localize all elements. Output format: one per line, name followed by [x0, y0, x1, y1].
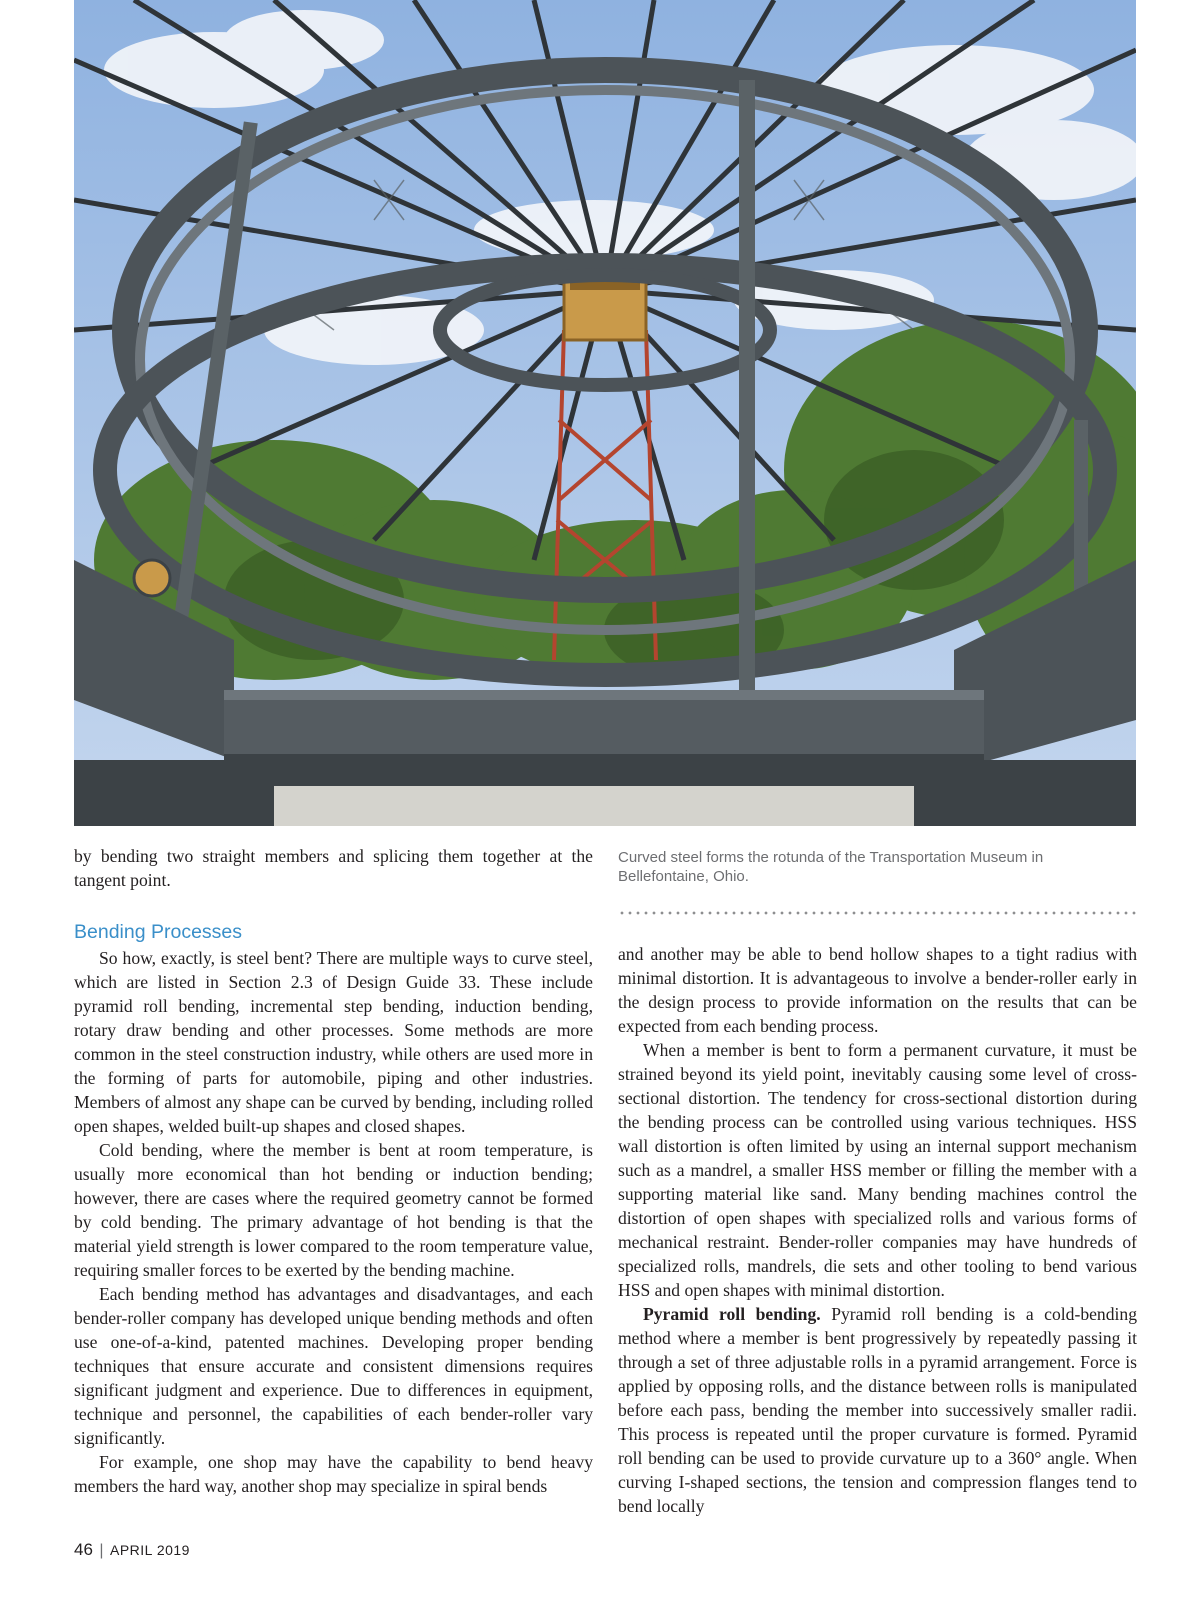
body-paragraph: When a member is bent to form a permanent curvature, it must be strained beyond its yield point, inevitably causing some level of cross-sectional distortion. The tendency for cross-sectional distortion during the bending process can be controlled using various techniques. HSS wall distortion is often limited by using an internal support mechanism such as a mandrel, a smaller HSS member or filling the member with a supporting material like sand. Many bending machines control the distortion of open shapes with specialized rolls and various forms of mechanical restraint. Bender-roller companies may have hundreds of specialized rolls, mandrels, die sets and other tooling to bend various HSS and open shapes with minimal distortion.: [618, 1040, 1137, 1300]
body-paragraph: Each bending method has advantages and disadvantages, and each bender-roller company has developed unique bending methods and often use one-of-a-kind, patented machines. Developing proper bending techniques that ensure accurate and consistent dimensions requires significant judgment and experience. Due to differences in equipment, technique and personnel, the capabilities of each bender-roller vary significantly.: [74, 1284, 593, 1448]
pyramid-text: Pyramid roll bending is a cold-bending method where a member is bent progressively by repeatedly passing it through a set of three adjustable rolls in a pyramid arrangement. Force is applied by opposing rolls, and the distance between rolls is manipulated before each pass, bending the member into successively smaller radii. This process is repeated until the proper curvature is formed. Pyramid roll bending can be used to provide curvature up to a 360° angle. When curving I-shaped sections, the tension and compression flanges tend to bend locally: [618, 1304, 1137, 1516]
pyramid-paragraph: [618, 1302, 1137, 1518]
body-paragraph: For example, one shop may have the capability to bend heavy members the hard way, another shop may specialize in spiral bends: [74, 1452, 593, 1496]
page-footer: [74, 1540, 190, 1560]
run-in-heading: Pyramid roll bending.: [643, 1304, 821, 1324]
continued-paragraph: and another may be able to bend hollow shapes to a tight radius with minimal distortion. It is advantageous to involve a bender-roller early in the design process to provide information on the results that can be expected from each bending process.: [618, 944, 1137, 1036]
dotted-divider: [618, 911, 1136, 915]
footer-separator: |: [99, 1542, 104, 1559]
page-number: 46: [74, 1540, 93, 1559]
rotunda-photo: [74, 0, 1136, 826]
rotunda-illustration: [74, 0, 1136, 826]
section-heading: Bending Processes: [74, 921, 243, 943]
continued-paragraph: by bending two straight members and splicing them together at the tangent point.: [74, 846, 593, 890]
issue-date: APRIL 2019: [109, 1542, 190, 1558]
body-paragraph: Cold bending, where the member is bent at room temperature, is usually more economical than hot bending or induction bending; however, there are cases where the required geometry cannot be formed by cold bending. The primary advantage of hot bending is that the material yield strength is lower compared to the room temperature value, requiring smaller forces to be exerted by the bending machine.: [74, 1140, 593, 1280]
photo-caption: Curved steel forms the rotunda of the Transportation Museum in Bellefontaine, Ohio.: [618, 849, 1044, 885]
left-column: [74, 844, 593, 1498]
right-column: [618, 942, 1137, 1518]
body-paragraph: So how, exactly, is steel bent? There are multiple ways to curve steel, which are listed in Section 2.3 of Design Guide 33. These include pyramid roll bending, incremental step bending, induction bending, rotary draw bending and other processes. Some methods are more common in the steel construction industry, while others are used more in the forming of parts for automobile, piping and other industries. Members of almost any shape can be curved by bending, including rolled open shapes, welded built-up shapes and closed shapes.: [74, 948, 593, 1136]
